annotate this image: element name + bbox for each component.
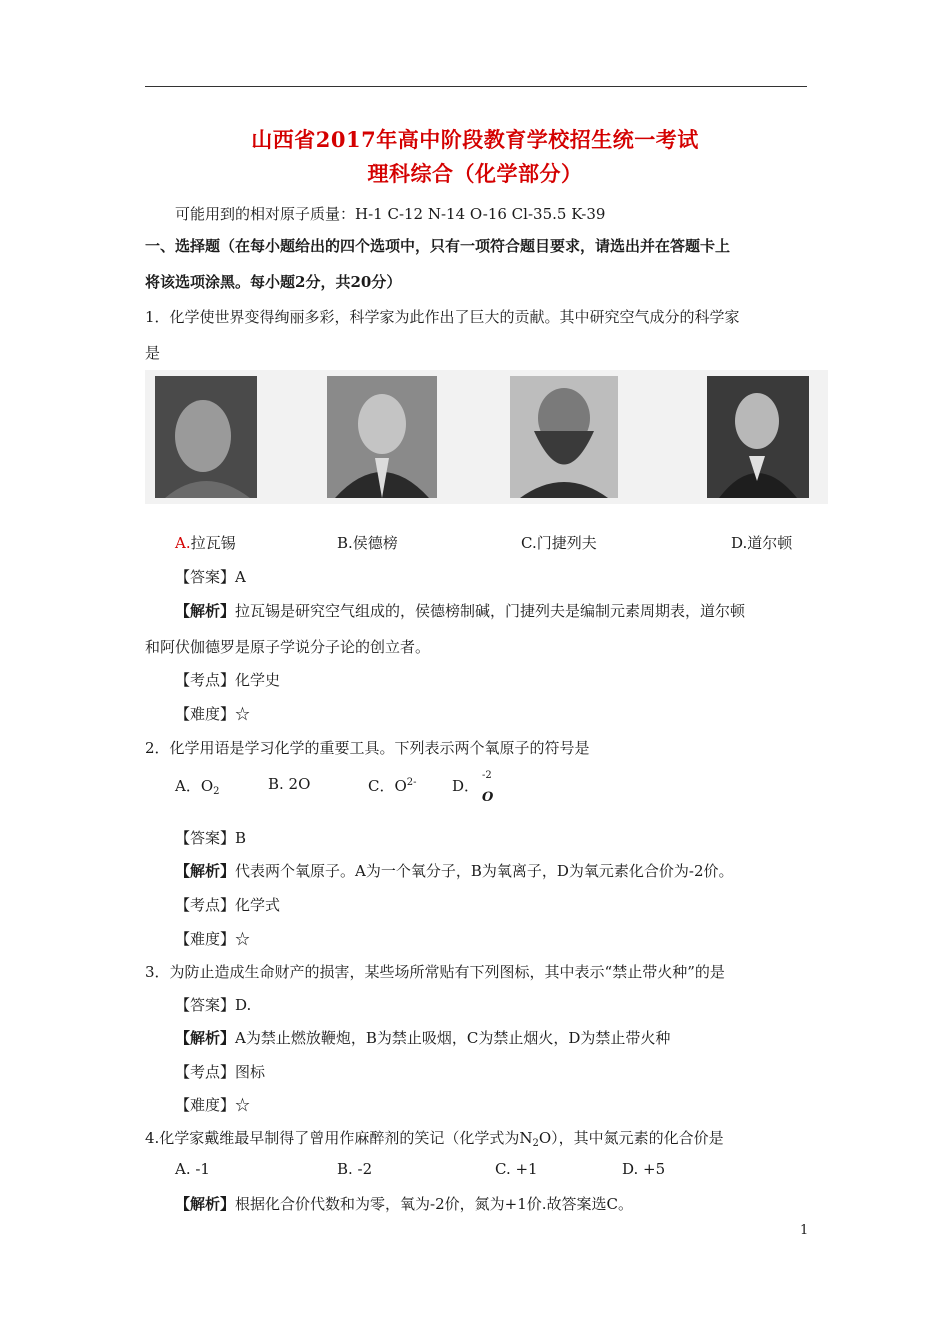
q3-analysis-text: A为禁止燃放鞭炮，B为禁止吸烟，C为禁止烟火，D为禁止带火种 <box>235 1029 671 1047</box>
photo-mendeleev <box>510 376 618 498</box>
photo-dalton <box>707 376 809 498</box>
q2-option-d-symbol: O <box>482 790 494 805</box>
q1-answer: 【答案】A <box>175 568 246 586</box>
q4-option-b: B. -2 <box>337 1160 373 1178</box>
q2-option-d <box>452 775 479 796</box>
q3-difficulty: 【难度】☆ <box>175 1096 251 1114</box>
q2-option-c-symbol: O <box>394 777 407 795</box>
q1-difficulty: 【难度】☆ <box>175 705 251 723</box>
q4-stem-subscript: 2 <box>532 1138 539 1149</box>
q4-analysis <box>175 1193 633 1214</box>
q4-option-a: A. -1 <box>175 1160 210 1178</box>
q1-option-b: B.侯德榜 <box>337 534 398 552</box>
q2-analysis <box>175 860 734 881</box>
q3-analysis-label: 【解析】 <box>175 1029 236 1047</box>
photo-lavoisier <box>155 376 257 498</box>
q3-answer: 【答案】D. <box>175 996 252 1014</box>
q3-topic: 【考点】图标 <box>175 1063 266 1081</box>
photo-hou-debang <box>327 376 437 498</box>
q4-option-c: C. +1 <box>495 1160 538 1178</box>
q1-analysis-line1 <box>175 600 745 621</box>
exam-subtitle: 理科综合（化学部分） <box>367 161 583 186</box>
q4-stem-pre: 4.化学家戴维最早制得了曾用作麻醉剂的笑记（化学式为N <box>145 1129 533 1147</box>
q2-difficulty: 【难度】☆ <box>175 930 251 948</box>
q1-analysis-line2: 和阿伏伽德罗是原子学说分子论的创立者。 <box>145 638 431 656</box>
q2-analysis-text: 代表两个氧原子。A为一个氧分子，B为氧离子，D为氧元素化合价为-2价。 <box>235 862 734 880</box>
q1-stem-line1: 1．化学使世界变得绚丽多彩，科学家为此作出了巨大的贡献。其中研究空气成分的科学家 <box>145 308 740 326</box>
scientist-photos <box>145 370 828 504</box>
q2-stem: 2．化学用语是学习化学的重要工具。下列表示两个氧原子的符号是 <box>145 739 590 757</box>
q2-option-d-prefix: D． <box>452 777 480 795</box>
q1-analysis-label: 【解析】 <box>175 602 236 620</box>
q2-option-a <box>175 775 220 797</box>
q4-stem-post: O），其中氮元素的化合价是 <box>538 1129 724 1147</box>
q1-option-c: C.门捷列夫 <box>521 534 597 552</box>
section-heading-line2: 将该选项涂黑。每小题2分，共20分） <box>145 273 402 291</box>
q2-option-d-charge: -2 <box>482 770 492 781</box>
q2-option-a-prefix: A． <box>175 777 201 795</box>
q2-option-c <box>368 775 417 796</box>
q2-option-a-subscript: 2 <box>213 786 220 797</box>
q4-option-d: D. +5 <box>622 1160 666 1178</box>
q3-analysis <box>175 1027 670 1048</box>
q3-stem: 3．为防止造成生命财产的损害，某些场所常贴有下列图标，其中表示“禁止带火种”的是 <box>145 963 725 981</box>
q2-option-b: B. 2O <box>268 775 311 793</box>
q1-analysis-text1: 拉瓦锡是研究空气组成的，侯德榜制碱，门捷列夫是编制元素周期表，道尔顿 <box>235 602 746 620</box>
q2-topic: 【考点】化学式 <box>175 896 281 914</box>
q1-stem-line2: 是 <box>145 344 161 362</box>
q1-topic: 【考点】化学史 <box>175 671 281 689</box>
q1-option-a-text: 拉瓦锡 <box>190 534 236 552</box>
q2-option-a-symbol: O <box>200 777 214 795</box>
q2-answer: 【答案】B <box>175 829 247 847</box>
q2-analysis-label: 【解析】 <box>175 862 236 880</box>
exam-title: 山西省2017年高中阶段教育学校招生统一考试 <box>251 127 699 152</box>
page-number: 1 <box>800 1223 809 1238</box>
q4-stem <box>145 1127 724 1149</box>
header-rule <box>145 86 807 87</box>
atomic-masses: 可能用到的相对原子质量：H-1 C-12 N-14 O-16 Cl-35.5 K-39 <box>175 205 606 223</box>
q2-option-c-prefix: C． <box>368 777 395 795</box>
q1-option-d: D.道尔顿 <box>731 534 793 552</box>
q4-analysis-label: 【解析】 <box>175 1195 236 1213</box>
q4-analysis-text: 根据化合价代数和为零，氧为-2价，氮为+1价.故答案选C。 <box>235 1195 633 1213</box>
q1-option-a-letter: A. <box>175 534 191 552</box>
q2-option-c-superscript: 2- <box>406 777 417 788</box>
q1-option-a <box>175 532 236 553</box>
section-heading-line1: 一、选择题（在每小题给出的四个选项中，只有一项符合题目要求，请选出并在答题卡上 <box>145 237 731 255</box>
